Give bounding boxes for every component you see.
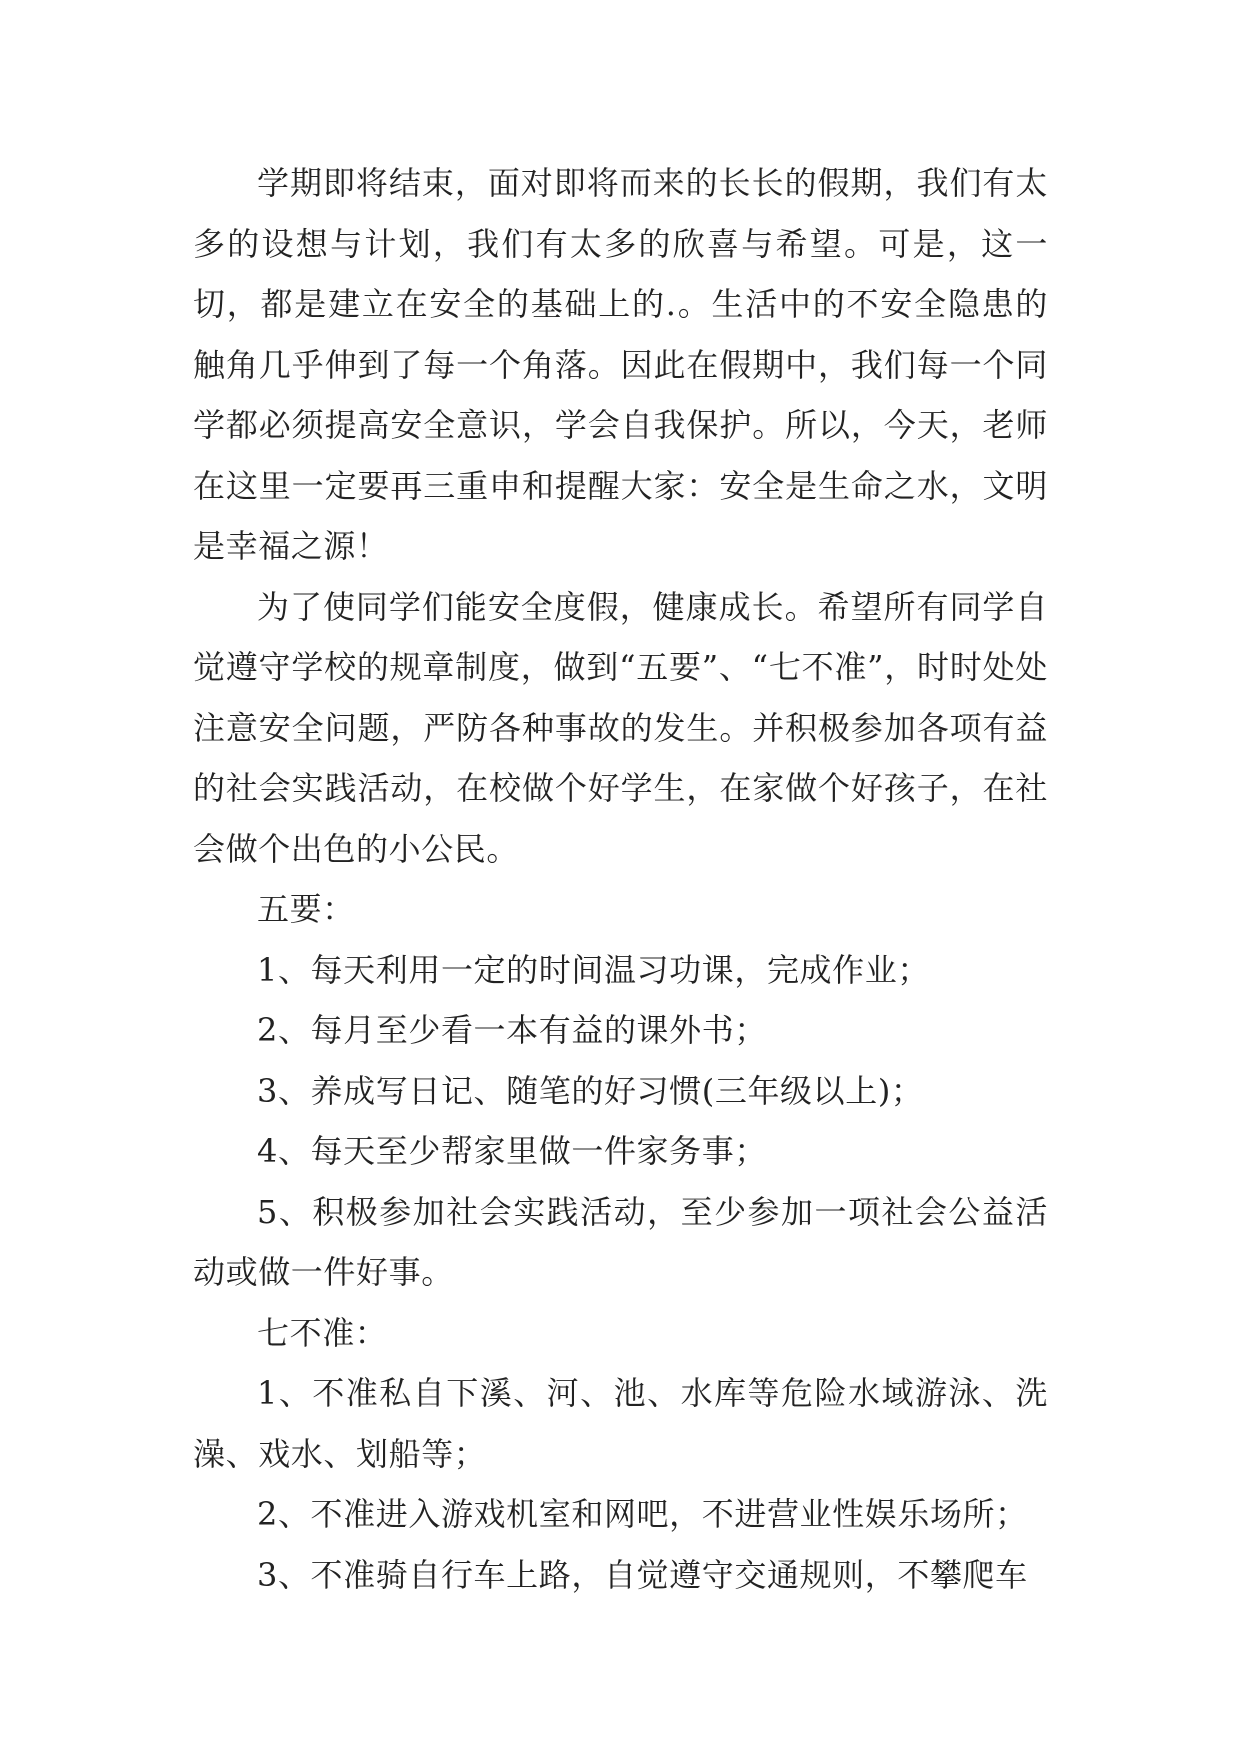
list-item-must-2: 2、每月至少看一本有益的课外书； [257, 1011, 767, 1049]
heading-seven-prohibitions: 七不准： [257, 1313, 388, 1352]
heading-five-musts: 五要： [257, 890, 355, 928]
document-body [193, 153, 1048, 1605]
paragraph-intro: 学期即将结束，面对即将而来的长长的假期，我们有太多的设想与计划，我们有太多的欣喜与希望。可是，这一切，都是建立在安全的基础上的.。生活中的不安全隐患的触角几乎伸到了每一个角落。因此在假期中，我们每一个同学都必须提高安全意识，学会自我保护。所以，今天，老师在这里一定要再三重申和提醒大家：安全是生命之水，文明是幸福之源！ [193, 164, 1048, 565]
paragraph-hope: 为了使同学们能安全度假，健康成长。希望所有同学自觉遵守学校的规章制度，做到“五要”、“七不准”，时时处处注意安全问题，严防各种事故的发生。并积极参加各项有益的社会实践活动，在校做个好学生，在家做个好孩子，在社会做个出色的小公民。 [193, 587, 1048, 868]
list-item-prohibition-1: 1、不准私自下溪、河、池、水库等危险水域游泳、洗澡、戏水、划船等； [193, 1374, 1048, 1473]
list-item-must-1: 1、每天利用一定的时间温习功课，完成作业； [257, 950, 930, 989]
list-item-prohibition-3: 3、不准骑自行车上路，自觉遵守交通规则，不攀爬车 [257, 1555, 1028, 1594]
list-item-must-4: 4、每天至少帮家里做一件家务事； [257, 1132, 767, 1170]
list-item-prohibition-2: 2、不准进入游戏机室和网吧，不进营业性娱乐场所； [257, 1495, 1028, 1533]
list-item-must-3: 3、养成写日记、随笔的好习惯(三年级以上)； [257, 1071, 924, 1110]
list-item-must-5: 5、积极参加社会实践活动，至少参加一项社会公益活动或做一件好事。 [193, 1192, 1048, 1291]
